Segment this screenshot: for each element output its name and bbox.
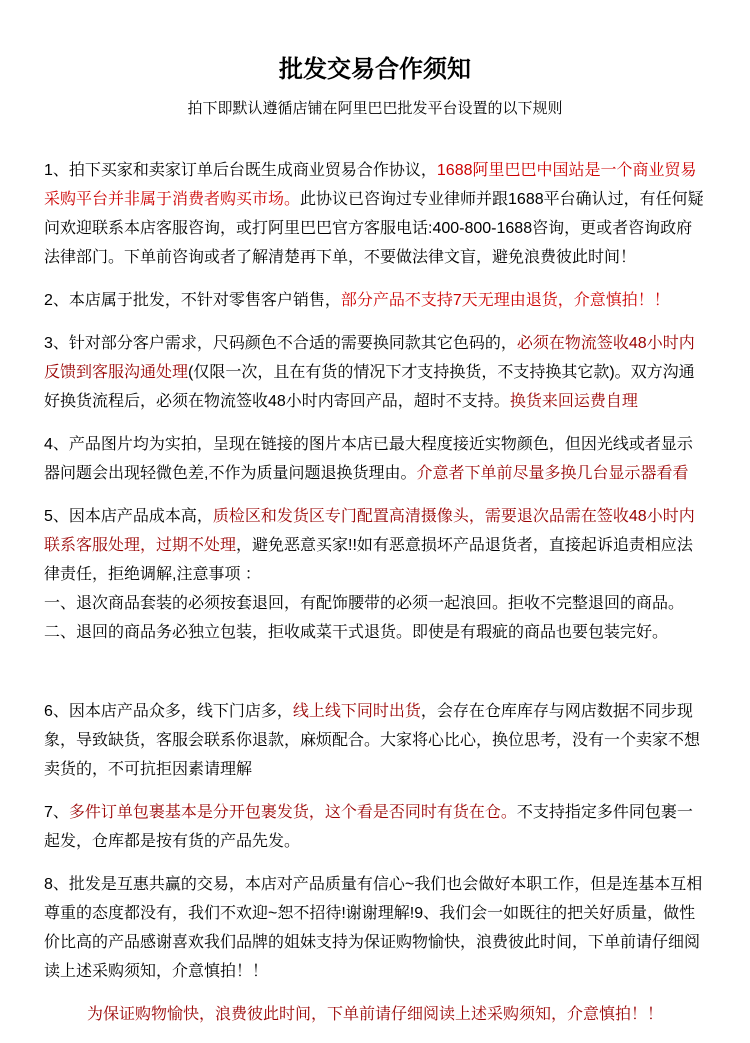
rule-3 (44, 329, 706, 416)
rule-2-segment: 2、本店属于批发，不针对零售客户销售， (44, 292, 341, 309)
rule-4-segment: 4、产品图片均为实拍，呈现在链接的图片本店已最大程度接近实物颜色，但因光线或者显示器问题会出现轻微色差,不作为质量问题退换货理由。 (44, 436, 693, 482)
rule-7-segment: 不支持指定多件同包裹一起发，仓库都是按有货的产品先发。 (44, 804, 693, 850)
rule-5 (44, 502, 706, 647)
rule-5-segment: 5、因本店产品成本高， (44, 508, 213, 525)
rule-6-segment: 6、因本店产品众多，线下门店多， (44, 703, 293, 720)
rule-6-segment: 线上线下同时出货 (292, 703, 421, 720)
rule-5-segment: ，避免恶意买家!!如有恶意损坏产品退货者，直接起诉追责相应法律责任，拒绝调解,注意事项 ： (44, 537, 693, 583)
rule-5-segment: 一、退次商品套装的必须按套退回，有配饰腰带的必须一起浪回。拒收不完整退回的商品。 (44, 595, 685, 612)
rule-7-segment: 7、 (44, 804, 69, 821)
rule-5-segment: 质检区和发货区专门配置高清摄像头，需要退次品需在签收48小时内联系客服处理，过期不处理 (44, 508, 695, 554)
rule-2-segment: 部分产品不支持7天无理由退货，介意慎拍！！ (340, 292, 670, 309)
rule-7-segment: 多件订单包裹基本是分开包裹发货，这个看是否同时有货在仓。 (68, 804, 517, 821)
rule-6 (44, 697, 706, 784)
rule-7 (44, 798, 706, 856)
footer-warning: 为保证购物愉快，浪费彼此时间，下单前请仔细阅读上述采购须知，介意慎拍！！ (86, 1006, 663, 1023)
rule-1-segment: 1、拍下买家和卖家订单后台既生成商业贸易合作协议， (44, 162, 437, 179)
rule-8-segment: 8、批发是互惠共赢的交易，本店对产品质量有信心~我们也会做好本职工作，但是连基本互相尊重的态度都没有，我们不欢迎~恕不招待!谢谢理解!9、我们会一如既往的把关好质量，做性价比高的产品感谢喜欢我们品牌的姐妹支持为保证购物愉快，浪费彼此时间，下单前请仔细阅读上述采购须知，介意慎拍！！ (44, 876, 703, 980)
page-subtitle: 拍下即默认遵循店铺在阿里巴巴批发平台设置的以下规则 (187, 100, 563, 117)
rule-3-segment: 必须在物流签收48小时内反馈到客服沟通处理 (44, 335, 695, 381)
rule-8 (44, 870, 706, 986)
rule-2 (44, 286, 706, 315)
rule-1 (44, 156, 706, 272)
rule-3-segment: 换货来回运费自理 (509, 393, 638, 410)
rule-3-segment: 3、针对部分客户需求，尺码颜色不合适的需要换同款其它色码的， (44, 335, 517, 352)
rule-3-segment: (仅限一次，且在有货的情况下才支持换货，不支持换其它款)。双方沟通好换货流程后，必须在物流签收48小时内寄回产品，超时不支持。 (44, 364, 695, 410)
rule-6-segment: ，会存在仓库库存与网店数据不同步现象，导致缺货，客服会联系你退款，麻烦配合。大家将心比心，换位思考，没有一个卖家不想卖货的，不可抗拒因素请理解 (44, 703, 701, 778)
page-title: 批发交易合作须知 (279, 56, 471, 83)
rule-1-segment: 此协议已咨询过专业律师并跟1688平台确认过，有任何疑问欢迎联系本店客服咨询，或打阿里巴巴官方客服电话:400-800-1688咨询，更或者咨询政府法律部门。下单前咨询或者了解清楚再下单，不要做法律文盲，避免浪费彼此时间！ (44, 191, 704, 266)
rule-4 (44, 430, 706, 488)
rule-5-segment: 二、退回的商品务必独立包装，拒收咸菜干式退货。即使是有瑕疵的商品也要包装完好。 (44, 624, 669, 641)
rule-4-segment: 介意者下单前尽量多换几台显示器看看 (416, 465, 689, 482)
rule-1-segment: 1688阿里巴巴中国站是一个商业贸易采购平台并非属于消费者购买市场。 (44, 162, 697, 208)
rules-list (44, 156, 706, 986)
